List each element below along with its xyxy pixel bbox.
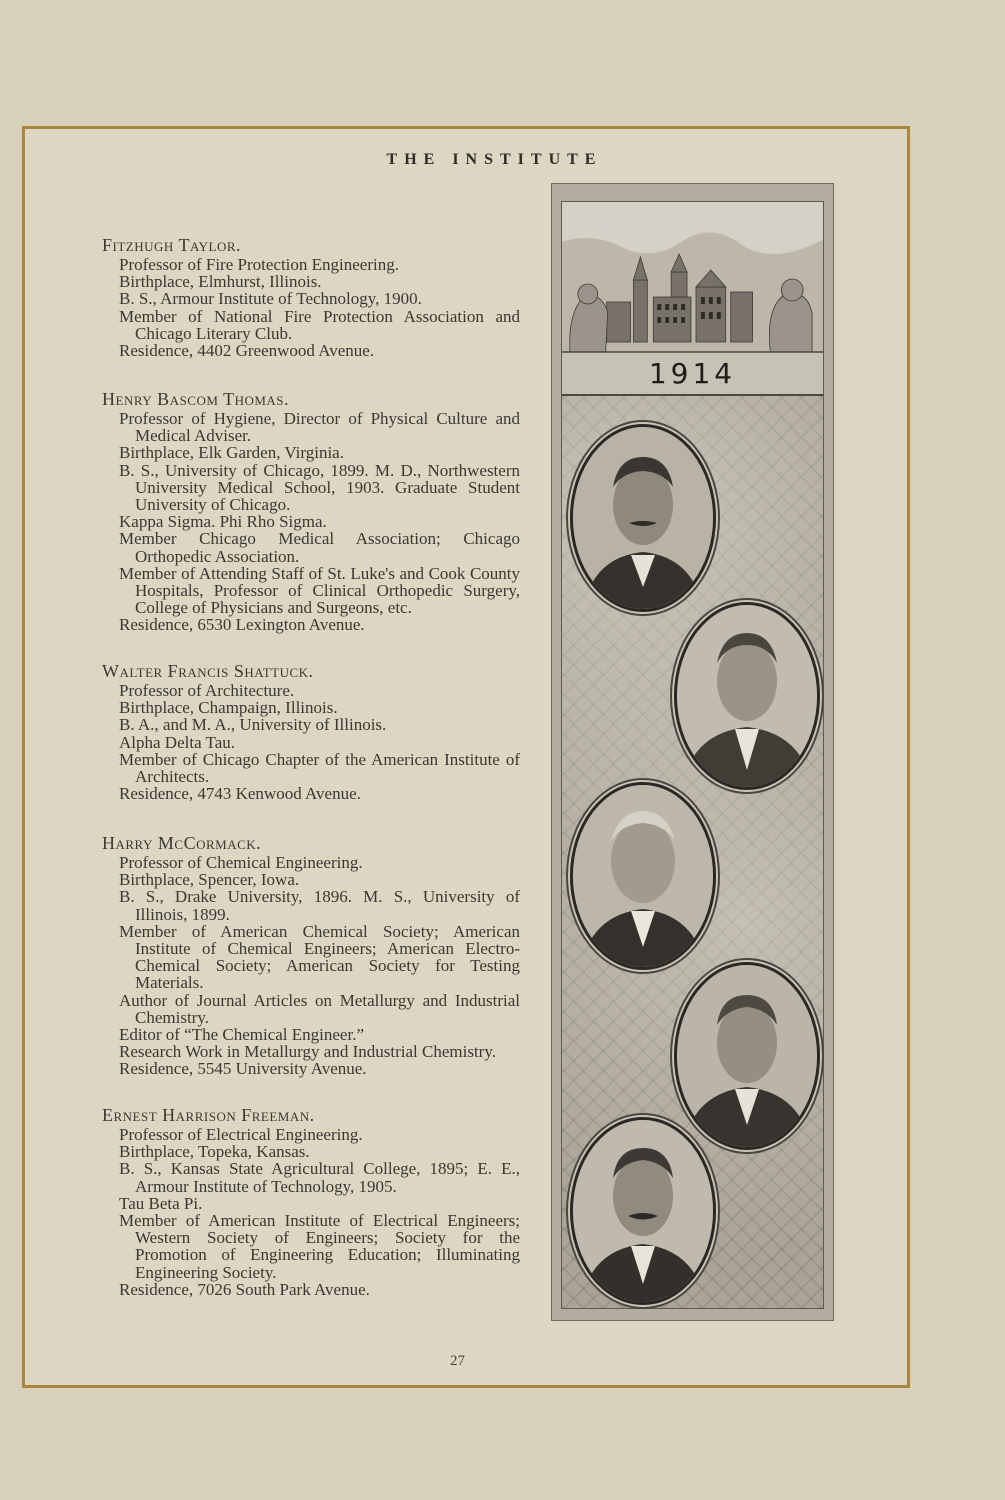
entry-line: Member Chicago Medical Association; Chicago Orthopedic Association. bbox=[119, 529, 520, 566]
faculty-entry-shattuck bbox=[102, 662, 520, 802]
entry-line: B. S., Armour Institute of Technology, 1900. bbox=[119, 289, 422, 309]
entry-line: Professor of Fire Protection Engineering. bbox=[119, 255, 399, 274]
portrait-freeman bbox=[570, 1117, 716, 1305]
entry-line: Residence, 5545 University Avenue. bbox=[119, 1059, 367, 1079]
ornamental-background bbox=[561, 201, 824, 1309]
entry-line: Member of Chicago Chapter of the American Institute of Architects. bbox=[119, 749, 520, 787]
entry-line: Alpha Delta Tau. bbox=[119, 732, 236, 752]
entry-line: Residence, 7026 South Park Avenue. bbox=[119, 1279, 370, 1299]
portrait-photo-icon bbox=[573, 785, 713, 967]
year-banner: 1914 bbox=[648, 357, 737, 390]
entry-line: Member of American Institute of Electrical Engineers; Western Society of Engineers; Society for the Promotion of Engineering Education; Illuminating Engineering Society. bbox=[119, 1211, 520, 1282]
portrait-photo-icon bbox=[573, 1120, 713, 1302]
entry-line: Member of American Chemical Society; American Institute of Chemical Engineers; American Electro-Chemical Society; American Society for Testing Materials. bbox=[119, 921, 520, 993]
entry-line: Kappa Sigma. Phi Rho Sigma. bbox=[119, 512, 327, 532]
entry-line: Member of Attending Staff of St. Luke's and Cook County Hospitals, Professor of Clinical Orthopedic Surgery, College of Physicians and Surgeons, etc. bbox=[119, 563, 520, 618]
entry-line: Birthplace, Topeka, Kansas. bbox=[119, 1142, 310, 1162]
entry-line: Editor of “The Chemical Engineer.” bbox=[119, 1025, 364, 1045]
entry-line: Birthplace, Spencer, Iowa. bbox=[119, 870, 300, 890]
faculty-entry-freeman bbox=[102, 1106, 520, 1298]
entry-line: Birthplace, Elk Garden, Virginia. bbox=[119, 443, 344, 463]
portrait-mccormack bbox=[674, 962, 820, 1150]
entry-line: Member of National Fire Protection Association and Chicago Literary Club. bbox=[119, 306, 520, 343]
entry-line: Birthplace, Elmhurst, Illinois. bbox=[119, 272, 322, 292]
portrait-photo-icon bbox=[573, 427, 713, 609]
entry-line: Tau Beta Pi. bbox=[119, 1193, 203, 1213]
entry-line: B. A., and M. A., University of Illinois. bbox=[119, 715, 387, 735]
entry-line: Residence, 4402 Greenwood Avenue. bbox=[119, 341, 375, 361]
portrait-shattuck bbox=[570, 782, 716, 970]
portrait-photo-icon bbox=[677, 605, 817, 787]
year-header-panel bbox=[562, 202, 823, 396]
faculty-entry-thomas bbox=[102, 390, 520, 634]
entry-name: Ernest Harrison Freeman. bbox=[102, 1105, 315, 1125]
entry-name: Walter Francis Shattuck. bbox=[102, 661, 314, 681]
entry-line: Professor of Electrical Engineering. bbox=[119, 1125, 363, 1144]
entry-line: Professor of Chemical Engineering. bbox=[119, 853, 363, 872]
entry-name: Henry Bascom Thomas. bbox=[102, 389, 290, 409]
entry-name: Fitzhugh Taylor. bbox=[102, 235, 242, 255]
running-head: THE INSTITUTE bbox=[386, 151, 603, 168]
page-number: 27 bbox=[450, 1353, 465, 1369]
entry-line: Author of Journal Articles on Metallurgy and Industrial Chemistry. bbox=[119, 990, 520, 1027]
portrait-column bbox=[551, 183, 834, 1321]
entry-line: Professor of Architecture. bbox=[119, 681, 295, 700]
entry-line: Professor of Hygiene, Director of Physical Culture and Medical Adviser. bbox=[119, 409, 520, 446]
portrait-photo-icon bbox=[677, 965, 817, 1147]
entry-line: B. S., Drake University, 1896. M. S., University of Illinois, 1899. bbox=[119, 887, 520, 924]
faculty-entry-mccormack bbox=[102, 834, 520, 1078]
portrait-taylor bbox=[570, 424, 716, 612]
faculty-entry-taylor bbox=[102, 236, 520, 359]
entry-line: Residence, 4743 Kenwood Avenue. bbox=[119, 784, 361, 804]
entry-line: Birthplace, Champaign, Illinois. bbox=[119, 698, 338, 718]
entry-name: Harry McCormack. bbox=[102, 833, 262, 853]
entry-line: B. S., Kansas State Agricultural College, 1895; E. E., Armour Institute of Technology, 1905. bbox=[119, 1159, 520, 1196]
entry-line: Residence, 6530 Lexington Avenue. bbox=[119, 615, 365, 635]
portrait-thomas bbox=[674, 602, 820, 790]
entry-line: B. S., University of Chicago, 1899. M. D., Northwestern University Medical School, 1903. Graduate Student University of Chicago. bbox=[119, 460, 520, 515]
entry-line: Research Work in Metallurgy and Industrial Chemistry. bbox=[119, 1042, 496, 1062]
